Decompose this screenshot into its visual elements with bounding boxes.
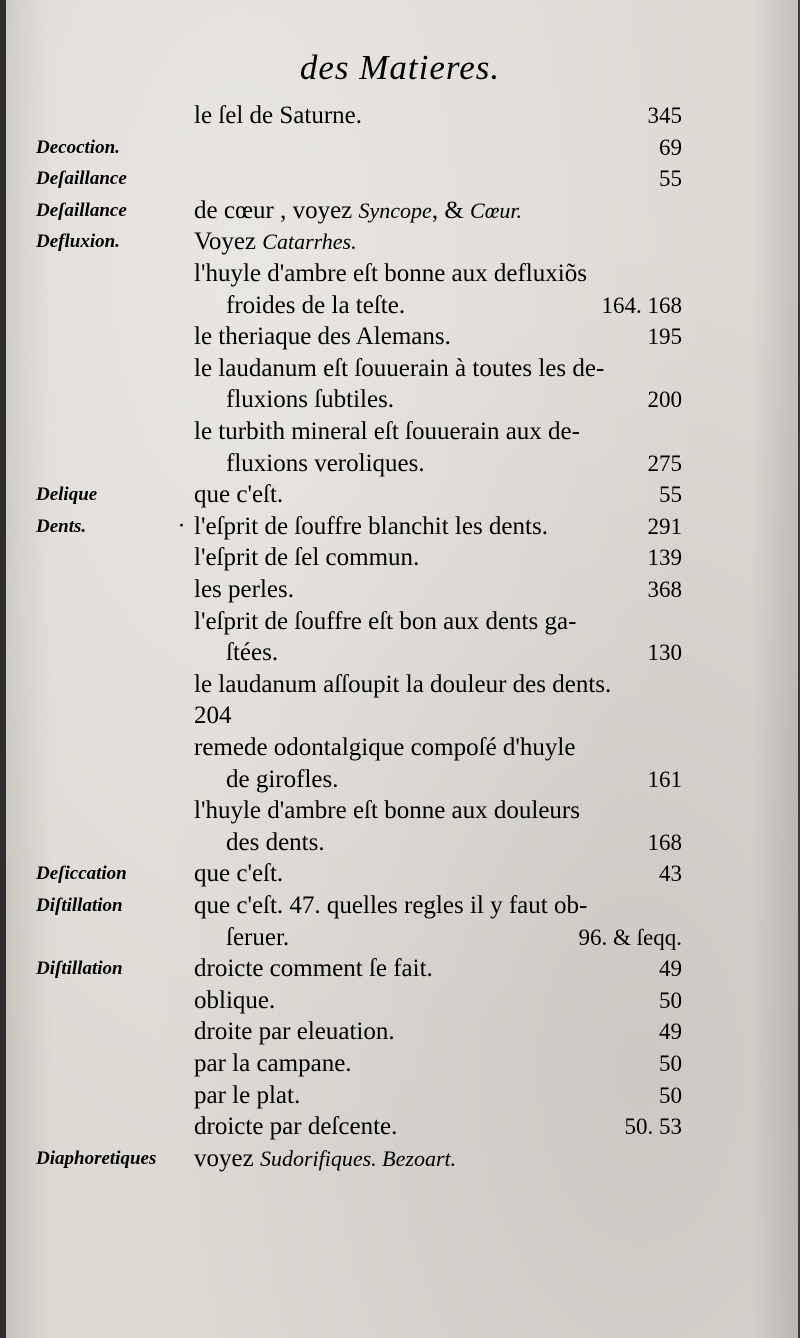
page-reference: 195 bbox=[647, 324, 682, 350]
entry-text: de cœur , voyez Syncope, & Cœur. bbox=[194, 196, 522, 224]
entry-text: le theriaque des Alemans. bbox=[194, 323, 451, 351]
entry-bullet: · bbox=[178, 513, 185, 539]
entry-text: l'eſprit de ſouffre eſt bon aux dents ga- bbox=[194, 607, 577, 635]
page-reference: 50 bbox=[659, 987, 682, 1013]
index-term: Diſtillation bbox=[36, 895, 123, 916]
index-line bbox=[0, 542, 800, 574]
index-line bbox=[0, 290, 800, 322]
index-term: Deſiccation bbox=[36, 863, 127, 885]
entry-text: le laudanum aſſoupit la douleur des dents. bbox=[194, 670, 612, 698]
entry-text: que c'eſt. 47. quelles regles il y faut ob- bbox=[194, 892, 588, 919]
index-term: Decoction. bbox=[36, 136, 120, 158]
index-term: Dents. bbox=[36, 515, 87, 537]
index-line bbox=[0, 953, 800, 985]
index-line bbox=[0, 669, 800, 701]
index-line bbox=[0, 195, 800, 227]
page-reference: 164. 168 bbox=[601, 292, 682, 318]
page-reference: 130 bbox=[647, 640, 682, 666]
entry-text: par la campane. bbox=[194, 1050, 352, 1077]
entry-text: droite par eleuation. bbox=[194, 1018, 395, 1046]
index-term: Delique bbox=[36, 484, 98, 506]
page-reference: 49 bbox=[659, 956, 682, 982]
entry-text: le laudanum eſt ſouuerain à toutes les de- bbox=[194, 354, 605, 382]
page-reference: 55 bbox=[659, 166, 682, 192]
index-line bbox=[0, 353, 800, 385]
entry-text: droicte par deſcente. bbox=[194, 1113, 398, 1141]
page-reference: 168 bbox=[647, 829, 682, 855]
entry-text: 204 bbox=[194, 702, 232, 730]
index-line bbox=[0, 637, 800, 669]
index-line bbox=[0, 1080, 800, 1112]
page-reference: 50 bbox=[659, 1082, 682, 1108]
index-line bbox=[0, 1143, 800, 1175]
page-reference: 49 bbox=[659, 1019, 682, 1045]
page-reference: 200 bbox=[647, 387, 682, 413]
page-reference: 161 bbox=[647, 766, 682, 792]
index-line bbox=[0, 448, 800, 480]
index-term: Deſaillance bbox=[36, 168, 127, 190]
index-line bbox=[0, 732, 800, 764]
index-line bbox=[0, 163, 800, 195]
index-line bbox=[0, 1111, 800, 1143]
entry-text: de girofles. bbox=[226, 765, 339, 793]
index-line bbox=[0, 100, 800, 132]
index-line bbox=[0, 1016, 800, 1048]
index-line bbox=[0, 132, 800, 164]
index-line bbox=[0, 922, 800, 954]
index-line bbox=[0, 858, 800, 890]
entry-reference: Cœur. bbox=[470, 197, 522, 223]
index-term: Diſtillation bbox=[36, 958, 123, 980]
index-line bbox=[0, 606, 800, 638]
page-reference: 96. & ſeqq. bbox=[578, 924, 682, 950]
entry-text: le turbith mineral eſt ſouuerain aux de- bbox=[194, 418, 580, 445]
index-line bbox=[0, 764, 800, 796]
entry-text: des dents. bbox=[226, 828, 325, 856]
index-line bbox=[0, 511, 800, 543]
entry-text: froides de la teſte. bbox=[226, 291, 406, 319]
index-line bbox=[0, 985, 800, 1017]
entry-text: remede odontalgique compoſé d'huyle bbox=[194, 734, 576, 761]
page-reference: 55 bbox=[659, 482, 682, 508]
page-reference: 50. 53 bbox=[624, 1114, 682, 1140]
entry-text: l'huyle d'ambre eſt bonne aux defluxiõs bbox=[194, 260, 587, 287]
entry-text: fluxions ſubtiles. bbox=[226, 386, 395, 414]
index-line bbox=[0, 890, 800, 922]
index-line bbox=[0, 416, 800, 448]
index-line bbox=[0, 226, 800, 258]
entry-text: fluxions veroliques. bbox=[226, 449, 425, 477]
index-line bbox=[0, 1048, 800, 1080]
page-reference: 69 bbox=[659, 134, 682, 160]
entry-text: l'huyle d'ambre eſt bonne aux douleurs bbox=[194, 797, 580, 825]
entry-reference: Catarrhes. bbox=[262, 229, 357, 255]
page-reference: 139 bbox=[647, 545, 682, 571]
entry-text: que c'eſt. bbox=[194, 481, 284, 509]
entry-text: voyez Sudorifiques. Bezoart. bbox=[194, 1144, 457, 1172]
page-reference: 345 bbox=[647, 103, 682, 128]
entry-text: par le plat. bbox=[194, 1081, 301, 1109]
index-line bbox=[0, 479, 800, 511]
entry-text: les perles. bbox=[194, 576, 294, 603]
page-reference: 291 bbox=[647, 513, 682, 539]
entry-text: ſtées. bbox=[226, 639, 279, 667]
entry-reference: Syncope bbox=[358, 197, 432, 223]
index-line bbox=[0, 700, 800, 732]
index-line bbox=[0, 258, 800, 290]
page-reference: 275 bbox=[647, 450, 682, 476]
index-term: Diaphoretiques bbox=[36, 1147, 157, 1169]
entry-text: oblique. bbox=[194, 986, 276, 1014]
index-line bbox=[0, 827, 800, 859]
index-term: Defluxion. bbox=[36, 231, 120, 253]
entry-text: que c'eſt. bbox=[194, 860, 284, 888]
page-reference: 43 bbox=[659, 861, 682, 887]
index-line bbox=[0, 384, 800, 416]
entry-text: ſeruer. bbox=[226, 923, 290, 951]
page-header: des Matieres. bbox=[299, 48, 501, 87]
index-line bbox=[0, 795, 800, 827]
entry-text: l'eſprit de ſel commun. bbox=[194, 544, 420, 572]
index-line bbox=[0, 574, 800, 606]
page-reference: 50 bbox=[659, 1051, 682, 1076]
entry-text: Voyez Catarrhes. bbox=[194, 228, 357, 256]
entry-reference: Sudorifiques. Bezoart. bbox=[259, 1145, 457, 1171]
index-term: Deſaillance bbox=[36, 199, 127, 221]
page-reference: 368 bbox=[647, 577, 682, 602]
index-line bbox=[0, 321, 800, 353]
entry-text: le ſel de Saturne. bbox=[194, 102, 362, 129]
entry-text: droicte comment ſe fait. bbox=[194, 955, 433, 983]
entry-text: l'eſprit de ſouffre blanchit les dents. bbox=[194, 512, 548, 540]
